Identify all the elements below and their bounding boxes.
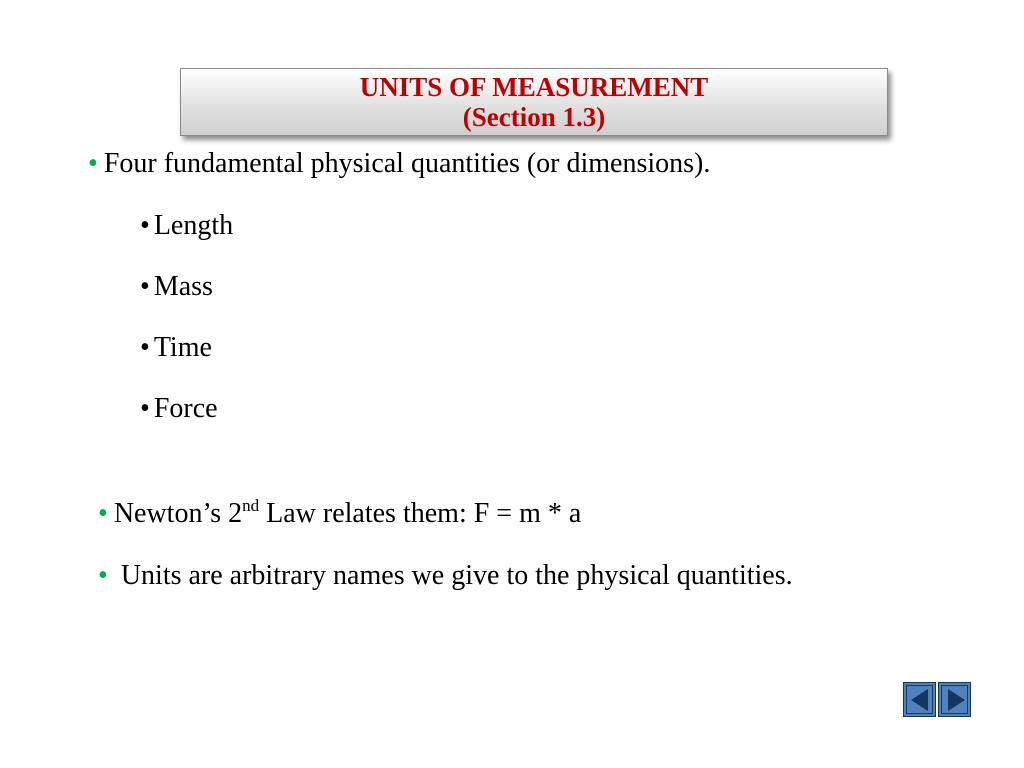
slide-subtitle: (Section 1.3)	[462, 102, 606, 132]
previous-slide-button[interactable]	[903, 682, 936, 717]
bullet-dot: •	[140, 393, 150, 424]
newton-text-post: Law relates them: F = m * a	[259, 498, 582, 529]
sub-bullet-time	[140, 332, 212, 364]
bullet-dot: •	[140, 332, 150, 363]
newton-text-pre: Newton’s 2	[113, 498, 243, 529]
bullet-intro	[88, 148, 710, 180]
newton-superscript: nd	[242, 496, 260, 515]
bullet-newton	[98, 498, 581, 530]
sub-bullet-text: Length	[153, 210, 234, 241]
triangle-left-icon	[911, 689, 928, 711]
sub-bullet-text: Time	[153, 332, 212, 363]
bullet-units-text: Units are arbitrary names we give to the physical quantities.	[113, 560, 793, 591]
slide-title: UNITS OF MEASUREMENT	[359, 72, 709, 102]
bullet-dot: •	[88, 148, 98, 179]
bullet-intro-text: Four fundamental physical quantities (or dimensions).	[103, 148, 711, 179]
sub-bullet-length	[140, 210, 233, 242]
triangle-right-icon	[948, 689, 965, 711]
sub-bullet-force	[140, 393, 218, 425]
sub-bullet-text: Force	[153, 393, 218, 424]
bullet-units	[98, 560, 793, 592]
slide-navigation	[903, 682, 973, 717]
slide-title-box	[180, 68, 888, 136]
bullet-dot: •	[98, 560, 108, 591]
bullet-dot: •	[140, 271, 150, 302]
bullet-dot: •	[140, 210, 150, 241]
sub-bullet-text: Mass	[153, 271, 213, 302]
sub-bullet-mass	[140, 271, 213, 303]
bullet-dot: •	[98, 498, 108, 529]
next-slide-button[interactable]	[938, 682, 971, 717]
